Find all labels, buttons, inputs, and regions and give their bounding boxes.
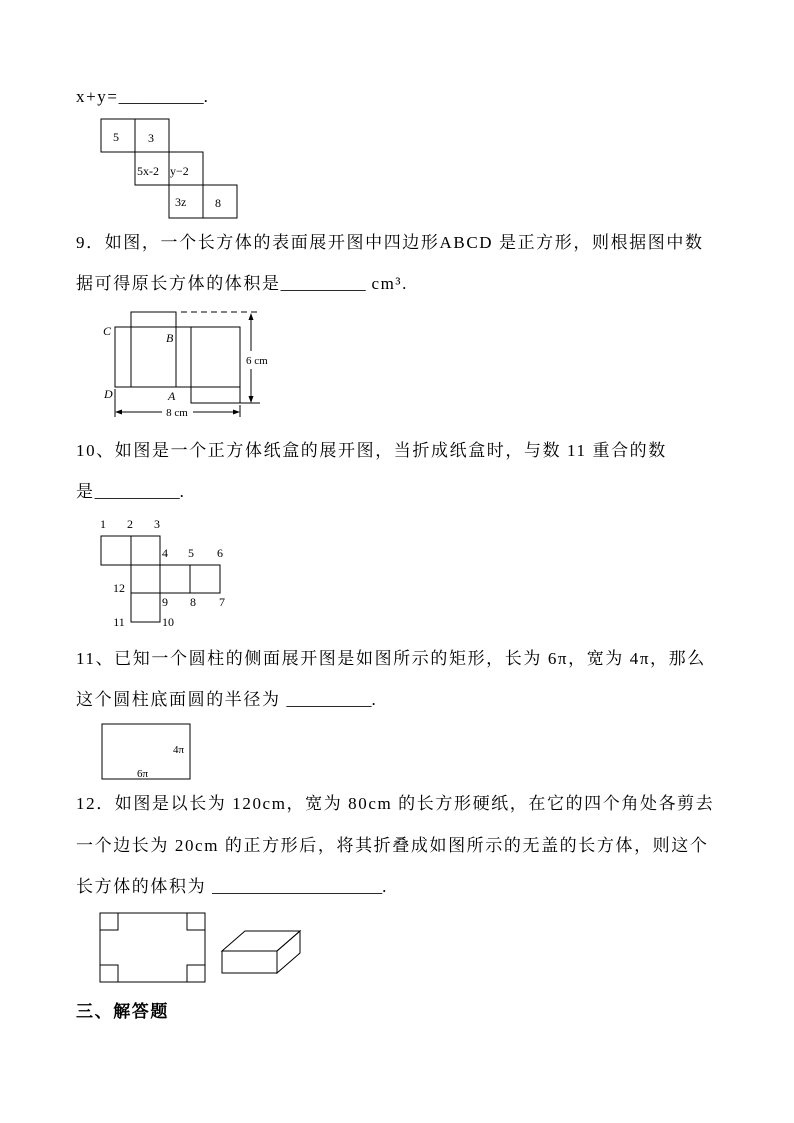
q10-line-2-prefix: 是 (76, 482, 95, 501)
net-top-flap (131, 312, 176, 327)
top-answer-line (76, 85, 209, 109)
height-label: 6 cm (246, 355, 268, 367)
q12-line-2: 一个边长为 20cm 的正方形后，将其折叠成如图所示的无盖的长方体，则这个 (76, 836, 709, 855)
answer-blank: __________ (280, 274, 366, 293)
cardboard-box-figure (96, 908, 306, 987)
q10-line-2 (76, 480, 185, 504)
net-cell-label: 3z (175, 195, 187, 209)
vertex-number: 1 (100, 517, 106, 531)
vertex-number: 4 (162, 546, 168, 560)
section-heading: 三、解答题 (76, 1002, 169, 1021)
vertex-number: 11 (113, 615, 125, 629)
arrowhead (249, 396, 254, 403)
vertex-number: 3 (154, 517, 160, 531)
box-side-face (277, 931, 300, 973)
net-bottom-flap (191, 387, 240, 403)
rectangle-length-label: 6π (137, 768, 149, 780)
net-cell-label: 3 (148, 131, 154, 145)
vertex-number: 8 (190, 595, 196, 609)
vertex-number: 5 (188, 546, 194, 560)
arrowhead (115, 410, 122, 415)
q12-line-3 (76, 875, 388, 899)
cuboid-net-figure (100, 305, 278, 420)
net-cell-label: 8 (215, 196, 221, 210)
answer-blank: ____________________ (212, 877, 383, 896)
vertex-label-d: D (104, 387, 113, 401)
vertex-number: 7 (219, 595, 225, 609)
vertex-number: 12 (113, 581, 125, 595)
q10-line-1: 10、如图是一个正方体纸盒的展开图，当折成纸盒时，与数 11 重合的数 (76, 441, 667, 460)
q11-line-2 (76, 688, 377, 712)
net-cell-label: y−2 (170, 164, 189, 178)
q10-line-2-suffix: . (179, 482, 186, 501)
answer-blank: __________ (118, 87, 204, 106)
net-main-rectangle (115, 327, 240, 387)
rectangle-width-label: 4π (173, 744, 185, 756)
q12-line-3-suffix: . (382, 877, 388, 896)
q11-line-2-prefix: 这个圆柱底面圆的半径为 (76, 690, 287, 709)
net-square (101, 536, 131, 565)
corner-cut-square (100, 913, 118, 930)
vertex-label-a: A (168, 389, 176, 403)
arrowhead (233, 410, 240, 415)
corner-cut-square (187, 965, 205, 982)
cube-net-numbers-figure (95, 113, 245, 223)
net-square (190, 565, 220, 593)
net-square (131, 593, 160, 622)
answer-blank: __________ (94, 482, 180, 501)
arrowhead (249, 313, 254, 320)
cylinder-lateral-rectangle-figure (98, 720, 194, 783)
q12-line-1: 12．如图是以长为 120cm，宽为 80cm 的长方形硬纸，在它的四个角处各剪去 (76, 794, 715, 813)
vertex-label-c: C (103, 324, 112, 338)
corner-cut-square (187, 913, 205, 930)
corner-cut-square (100, 965, 118, 982)
top-answer-prefix: x+y= (76, 87, 119, 106)
width-label: 8 cm (166, 407, 188, 419)
cube-box-net-figure (95, 515, 235, 631)
top-answer-suffix: . (203, 87, 210, 106)
vertex-number: 9 (162, 595, 168, 609)
box-front-face (222, 951, 277, 973)
q9-line-1: 9．如图，一个长方体的表面展开图中四边形ABCD 是正方形，则根据图中数 (76, 233, 704, 252)
vertex-number: 6 (217, 546, 223, 560)
q12-line-3-prefix: 长方体的体积为 (76, 877, 213, 896)
q9-line-2-prefix: 据可得原长方体的体积是 (76, 274, 281, 293)
vertex-number: 2 (127, 517, 133, 531)
q11-line-2-suffix: . (371, 690, 378, 709)
answer-blank: __________ (286, 690, 372, 709)
net-square (160, 565, 190, 593)
net-square (131, 536, 160, 565)
q9-line-2-suffix: cm³. (365, 274, 408, 293)
net-cell-label: 5 (113, 130, 119, 144)
vertex-number: 10 (162, 615, 174, 629)
cardboard-sheet (100, 913, 205, 982)
vertex-label-b: B (166, 331, 174, 345)
q9-line-2 (76, 272, 408, 296)
net-square (131, 565, 160, 593)
q11-line-1: 11、已知一个圆柱的侧面展开图是如图所示的矩形，长为 6π，宽为 4π，那么 (76, 649, 706, 668)
net-cell-label: 5x-2 (137, 164, 159, 178)
